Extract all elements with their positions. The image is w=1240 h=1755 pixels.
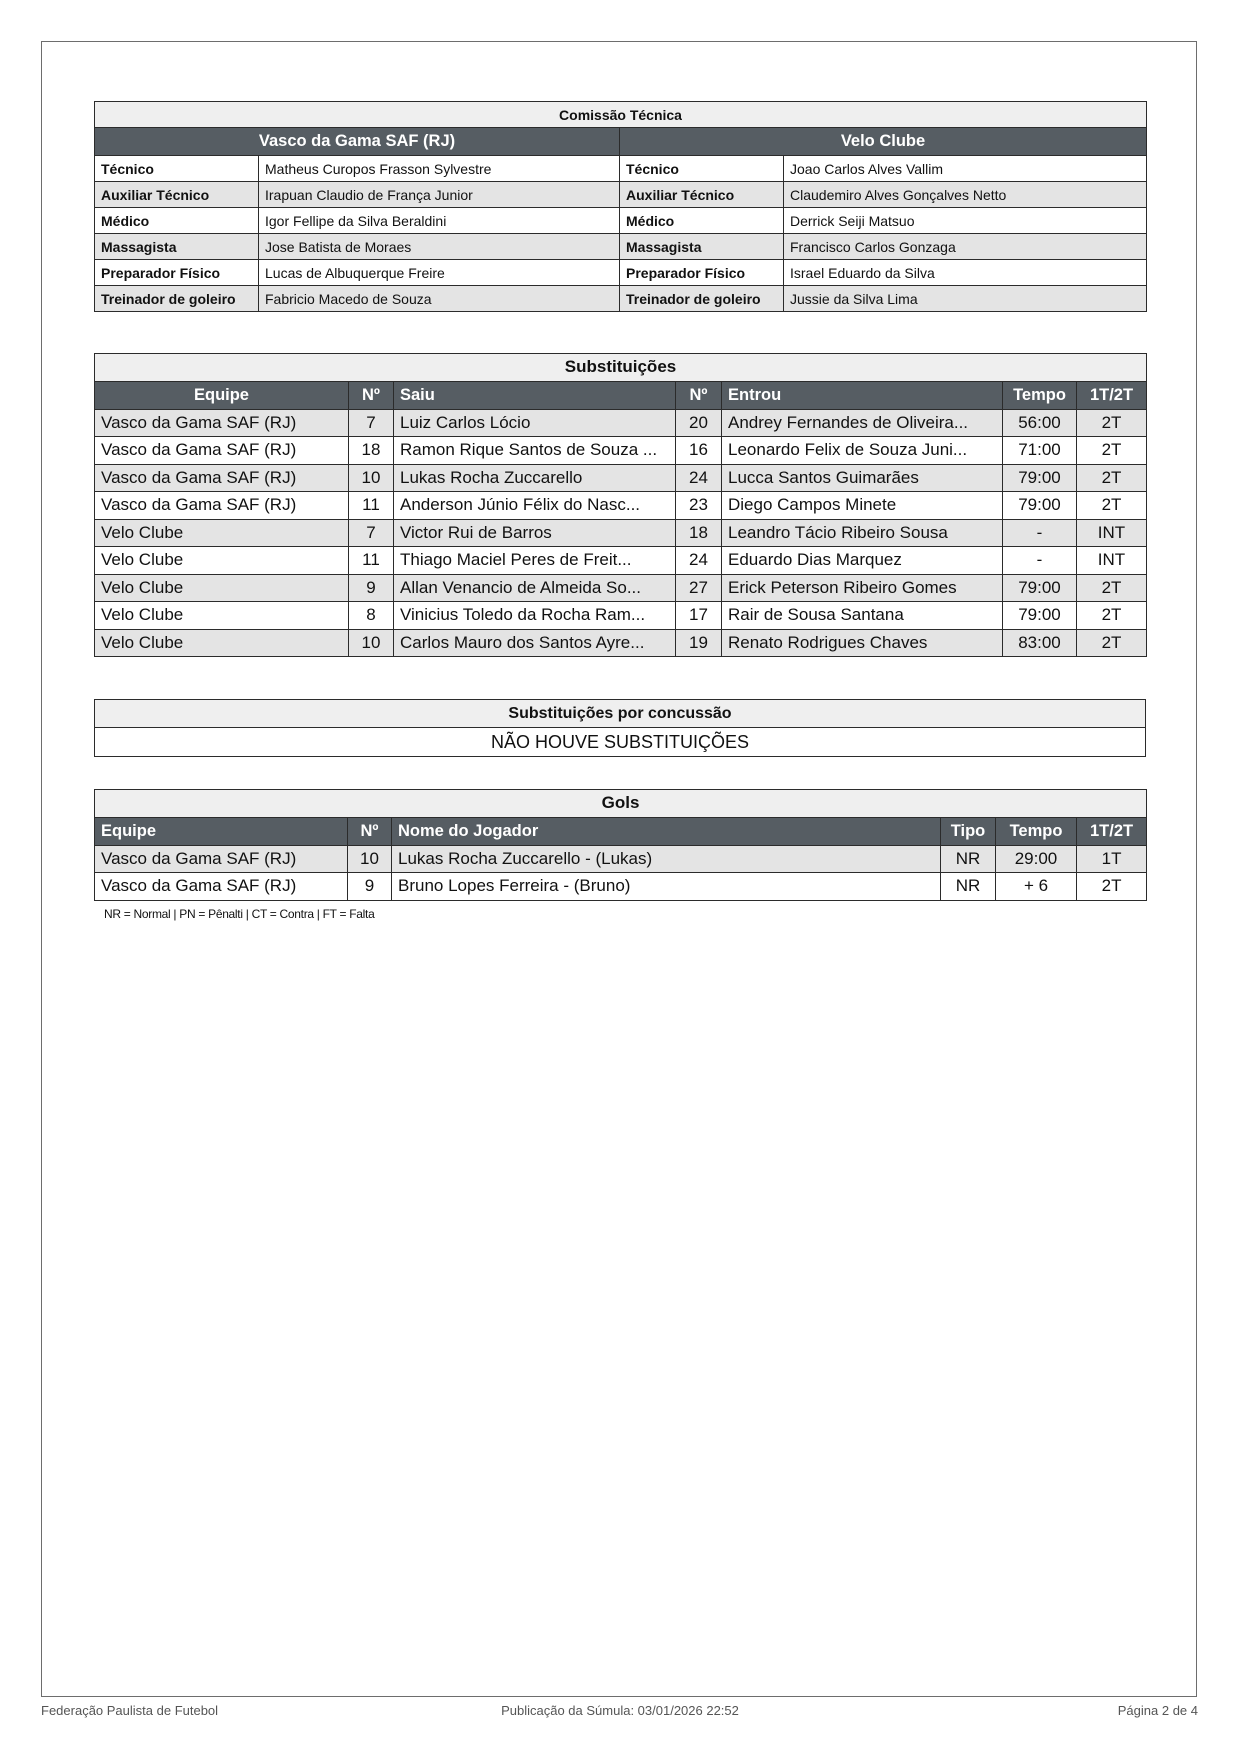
col-tipo: Tipo (941, 817, 996, 845)
cell-equipe: Velo Clube (95, 547, 349, 575)
gol-row (95, 845, 1147, 873)
col-numero-saiu: Nº (349, 381, 394, 409)
cell-jogador-saiu: Ramon Rique Santos de Souza ... (394, 437, 676, 465)
cell-jogador-entrou: Diego Campos Minete (722, 492, 1003, 520)
staff-name-home: Lucas de Albuquerque Freire (259, 260, 620, 286)
cell-numero-saiu: 18 (349, 437, 394, 465)
cell-numero: 10 (348, 845, 392, 873)
cell-numero-entrou: 17 (676, 602, 722, 630)
col-nome-jogador: Nome do Jogador (392, 817, 941, 845)
cell-numero-saiu: 10 (349, 629, 394, 657)
staff-name-home: Igor Fellipe da Silva Beraldini (259, 208, 620, 234)
footer-page-number: Página 2 de 4 (1117, 1703, 1198, 1718)
substituicao-row (95, 519, 1147, 547)
cell-numero-entrou: 20 (676, 409, 722, 437)
gols-rows (95, 845, 1147, 900)
cell-tempo: - (1003, 547, 1077, 575)
role-label-away: Massagista (620, 234, 784, 260)
comissao-row (95, 156, 1147, 182)
cell-equipe: Vasco da Gama SAF (RJ) (95, 845, 348, 873)
cell-numero-entrou: 24 (676, 547, 722, 575)
substituicoes-title: Substituições (95, 354, 1147, 382)
role-label-away: Preparador Físico (620, 260, 784, 286)
cell-equipe: Vasco da Gama SAF (RJ) (95, 492, 349, 520)
col-numero-entrou: Nº (676, 381, 722, 409)
col-tempo: Tempo (1003, 381, 1077, 409)
col-entrou: Entrou (722, 381, 1003, 409)
cell-equipe: Velo Clube (95, 574, 349, 602)
cell-jogador-entrou: Erick Peterson Ribeiro Gomes (722, 574, 1003, 602)
staff-name-home: Irapuan Claudio de França Junior (259, 182, 620, 208)
substituicao-row (95, 464, 1147, 492)
cell-nome-jogador: Lukas Rocha Zuccarello - (Lukas) (392, 845, 941, 873)
role-label-away: Treinador de goleiro (620, 286, 784, 312)
cell-equipe: Vasco da Gama SAF (RJ) (95, 873, 348, 901)
role-label-home: Médico (95, 208, 259, 234)
role-label-away: Técnico (620, 156, 784, 182)
col-equipe: Equipe (95, 817, 348, 845)
substituicao-row (95, 492, 1147, 520)
cell-equipe: Velo Clube (95, 602, 349, 630)
concussao-title: Substituições por concussão (95, 700, 1146, 728)
cell-periodo: 2T (1077, 409, 1147, 437)
cell-jogador-saiu: Anderson Júnio Félix do Nasc... (394, 492, 676, 520)
staff-name-home: Fabricio Macedo de Souza (259, 286, 620, 312)
cell-tempo: 83:00 (1003, 629, 1077, 657)
concussao-table (94, 699, 1146, 757)
substituicoes-table (94, 353, 1147, 657)
substituicao-row (95, 437, 1147, 465)
cell-numero-entrou: 18 (676, 519, 722, 547)
cell-periodo: 2T (1077, 492, 1147, 520)
staff-name-away: Israel Eduardo da Silva (784, 260, 1147, 286)
footer-publication-date: Publicação da Súmula: 03/01/2026 22:52 (501, 1703, 739, 1718)
role-label-home: Técnico (95, 156, 259, 182)
substituicao-row (95, 409, 1147, 437)
comissao-row (95, 260, 1147, 286)
cell-numero-entrou: 23 (676, 492, 722, 520)
col-equipe: Equipe (95, 381, 349, 409)
cell-nome-jogador: Bruno Lopes Ferreira - (Bruno) (392, 873, 941, 901)
cell-jogador-entrou: Leandro Tácio Ribeiro Sousa (722, 519, 1003, 547)
role-label-away: Auxiliar Técnico (620, 182, 784, 208)
col-saiu: Saiu (394, 381, 676, 409)
cell-periodo: 2T (1077, 437, 1147, 465)
staff-name-home: Jose Batista de Moraes (259, 234, 620, 260)
role-label-away: Médico (620, 208, 784, 234)
cell-tempo: 71:00 (1003, 437, 1077, 465)
cell-periodo: INT (1077, 519, 1147, 547)
comissao-home-team: Vasco da Gama SAF (RJ) (95, 128, 620, 156)
cell-jogador-saiu: Victor Rui de Barros (394, 519, 676, 547)
col-periodo: 1T/2T (1077, 381, 1147, 409)
cell-equipe: Velo Clube (95, 519, 349, 547)
role-label-home: Treinador de goleiro (95, 286, 259, 312)
comissao-title: Comissão Técnica (95, 102, 1147, 128)
cell-jogador-entrou: Lucca Santos Guimarães (722, 464, 1003, 492)
cell-periodo: 2T (1077, 629, 1147, 657)
cell-numero-saiu: 11 (349, 492, 394, 520)
gols-legend: NR = Normal | PN = Pênalti | CT = Contra | FT = Falta (104, 907, 375, 921)
cell-numero-entrou: 16 (676, 437, 722, 465)
cell-jogador-entrou: Rair de Sousa Santana (722, 602, 1003, 630)
gols-title: Gols (95, 790, 1147, 818)
gols-table (94, 789, 1147, 901)
comissao-row (95, 286, 1147, 312)
comissao-row (95, 234, 1147, 260)
cell-tempo: 79:00 (1003, 492, 1077, 520)
staff-name-away: Jussie da Silva Lima (784, 286, 1147, 312)
cell-jogador-saiu: Thiago Maciel Peres de Freit... (394, 547, 676, 575)
substituicao-row (95, 574, 1147, 602)
cell-jogador-saiu: Luiz Carlos Lócio (394, 409, 676, 437)
gol-row (95, 873, 1147, 901)
cell-tipo: NR (941, 845, 996, 873)
cell-jogador-entrou: Eduardo Dias Marquez (722, 547, 1003, 575)
substituicoes-rows (95, 409, 1147, 657)
staff-name-away: Claudemiro Alves Gonçalves Netto (784, 182, 1147, 208)
cell-tempo: + 6 (996, 873, 1077, 901)
cell-numero-entrou: 27 (676, 574, 722, 602)
comissao-away-team: Velo Clube (620, 128, 1147, 156)
cell-numero-saiu: 7 (349, 519, 394, 547)
cell-tempo: 79:00 (1003, 574, 1077, 602)
cell-numero-entrou: 24 (676, 464, 722, 492)
cell-periodo: 1T (1077, 845, 1147, 873)
cell-periodo: 2T (1077, 464, 1147, 492)
cell-numero-saiu: 10 (349, 464, 394, 492)
substituicao-row (95, 629, 1147, 657)
cell-jogador-saiu: Lukas Rocha Zuccarello (394, 464, 676, 492)
cell-periodo: 2T (1077, 602, 1147, 630)
comissao-row (95, 208, 1147, 234)
staff-name-home: Matheus Curopos Frasson Sylvestre (259, 156, 620, 182)
staff-name-away: Francisco Carlos Gonzaga (784, 234, 1147, 260)
cell-numero-saiu: 8 (349, 602, 394, 630)
cell-periodo: INT (1077, 547, 1147, 575)
cell-tipo: NR (941, 873, 996, 901)
cell-equipe: Velo Clube (95, 629, 349, 657)
cell-equipe: Vasco da Gama SAF (RJ) (95, 409, 349, 437)
col-tempo: Tempo (996, 817, 1077, 845)
cell-tempo: - (1003, 519, 1077, 547)
comissao-tecnica-table (94, 101, 1147, 312)
cell-jogador-entrou: Renato Rodrigues Chaves (722, 629, 1003, 657)
cell-tempo: 56:00 (1003, 409, 1077, 437)
footer-federation: Federação Paulista de Futebol (41, 1703, 219, 1718)
comissao-rows (95, 156, 1147, 312)
cell-jogador-saiu: Allan Venancio de Almeida So... (394, 574, 676, 602)
cell-periodo: 2T (1077, 574, 1147, 602)
role-label-home: Massagista (95, 234, 259, 260)
substituicao-row (95, 602, 1147, 630)
cell-numero-entrou: 19 (676, 629, 722, 657)
cell-equipe: Vasco da Gama SAF (RJ) (95, 464, 349, 492)
cell-tempo: 79:00 (1003, 602, 1077, 630)
cell-jogador-entrou: Andrey Fernandes de Oliveira... (722, 409, 1003, 437)
cell-tempo: 29:00 (996, 845, 1077, 873)
cell-tempo: 79:00 (1003, 464, 1077, 492)
substituicao-row (95, 547, 1147, 575)
role-label-home: Auxiliar Técnico (95, 182, 259, 208)
cell-periodo: 2T (1077, 873, 1147, 901)
staff-name-away: Joao Carlos Alves Vallim (784, 156, 1147, 182)
comissao-row (95, 182, 1147, 208)
cell-numero-saiu: 9 (349, 574, 394, 602)
col-numero: Nº (348, 817, 392, 845)
cell-equipe: Vasco da Gama SAF (RJ) (95, 437, 349, 465)
cell-jogador-entrou: Leonardo Felix de Souza Juni... (722, 437, 1003, 465)
cell-jogador-saiu: Carlos Mauro dos Santos Ayre... (394, 629, 676, 657)
role-label-home: Preparador Físico (95, 260, 259, 286)
concussao-message: NÃO HOUVE SUBSTITUIÇÕES (95, 728, 1146, 757)
cell-numero-saiu: 7 (349, 409, 394, 437)
cell-numero: 9 (348, 873, 392, 901)
cell-jogador-saiu: Vinicius Toledo da Rocha Ram... (394, 602, 676, 630)
col-periodo: 1T/2T (1077, 817, 1147, 845)
staff-name-away: Derrick Seiji Matsuo (784, 208, 1147, 234)
cell-numero-saiu: 11 (349, 547, 394, 575)
